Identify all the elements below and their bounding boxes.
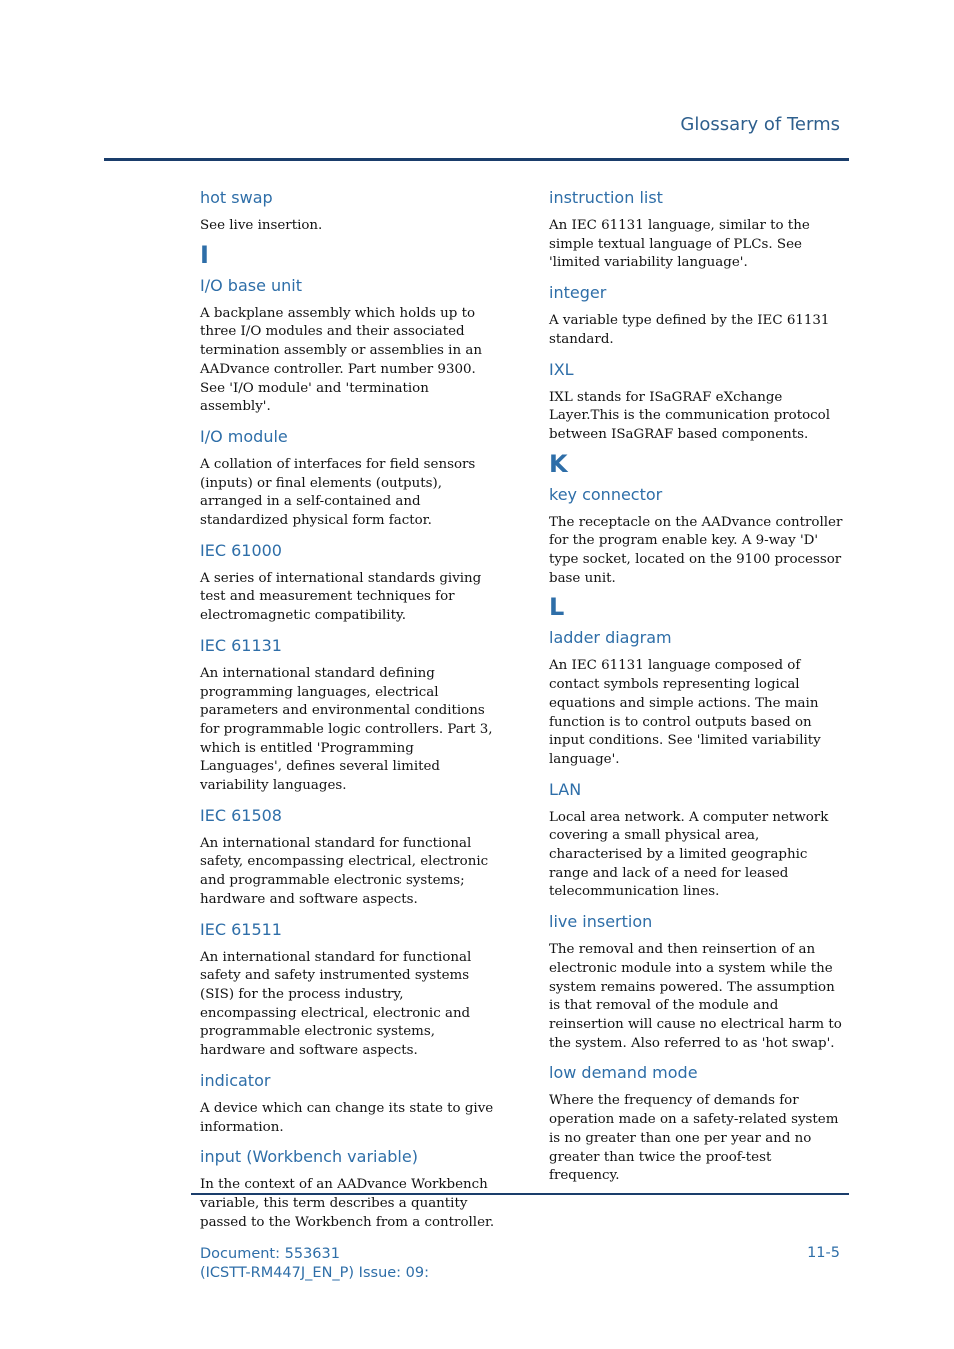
glossary-definition: An international standard for functional safety and safety instrumented systems (SIS) for the process industry, encompassing electrical, electronic and programmable electronic systems, hardware and software aspects. xyxy=(200,949,472,1059)
glossary-entry xyxy=(549,485,845,589)
glossary-entry xyxy=(200,806,496,910)
glossary-definition: An international standard for functional safety, encompassing electrical, electronic and programmable electronic systems; hardware and software aspects. xyxy=(200,835,489,907)
glossary-term: I/O module xyxy=(200,426,288,446)
glossary-term: instruction list xyxy=(549,188,663,207)
glossary-entry xyxy=(549,283,845,349)
page-header-title: Glossary of Terms xyxy=(680,114,840,135)
glossary-entry xyxy=(200,1147,496,1232)
section-letter: I xyxy=(200,240,209,269)
glossary-term: key connector xyxy=(549,484,663,504)
page-number: 11-5 xyxy=(807,1245,840,1261)
glossary-term: IEC 61000 xyxy=(200,540,282,560)
header-divider xyxy=(104,158,849,161)
glossary-definition: An international standard defining programming languages, electrical parameters and environmental conditions for programmable logic controllers. Part 3, which is entitled 'Programming Languages', defines several limited variability languages. xyxy=(200,665,493,794)
glossary-term: IEC 61508 xyxy=(200,805,282,825)
glossary-entry xyxy=(549,780,845,903)
glossary-entry xyxy=(200,541,496,626)
glossary-definition: A backplane assembly which holds up to three I/O modules and their associated termination assembly or assemblies in an AADvance controller. Part number 9300. See 'I/O module' and 'termination assembly'. xyxy=(200,305,482,415)
glossary-term: input (Workbench variable) xyxy=(200,1147,418,1167)
glossary-term: indicator xyxy=(200,1070,271,1090)
glossary-entry xyxy=(200,920,496,1061)
glossary-column-right xyxy=(549,188,845,1196)
document-number: Document: 553631 xyxy=(200,1246,340,1262)
glossary-definition: A device which can change its state to give information. xyxy=(200,1100,494,1135)
glossary-entry xyxy=(200,276,496,417)
glossary-definition: IXL stands for ISaGRAF eXchange Layer.This is the communication protocol between ISaGRAF based components. xyxy=(549,389,831,442)
glossary-entry xyxy=(200,188,496,236)
glossary-definition: Local area network. A computer network covering a small physical area, characterised by a limited geographic range and lack of a need for leased telecommunication lines. xyxy=(549,809,829,900)
glossary-entry xyxy=(549,628,845,769)
glossary-term: low demand mode xyxy=(549,1063,698,1083)
glossary-definition: A variable type defined by the IEC 61131 standard. xyxy=(549,313,830,347)
glossary-definition: See live insertion. xyxy=(200,218,323,233)
glossary-entry xyxy=(549,912,845,1053)
glossary-definition: Where the frequency of demands for operation made on a safety-related system is no greater than one per year and no greater than twice the proof-test frequency. xyxy=(549,1093,839,1184)
document-issue: (ICSTT-RM447J_EN_P) Issue: 09: xyxy=(200,1265,430,1281)
glossary-entry xyxy=(200,1071,496,1137)
glossary-entry xyxy=(200,427,496,531)
glossary-term: I/O base unit xyxy=(200,275,303,295)
glossary-entry xyxy=(549,360,845,445)
glossary-definition: The removal and then reinsertion of an electronic module into a system while the system remains powered. The assumption is that removal of the module and reinsertion will cause no electrical harm to the system. Also referred to as 'hot swap'. xyxy=(549,942,842,1051)
glossary-definition: A series of international standards giving test and measurement techniques for electromagnetic compatibility. xyxy=(200,570,482,624)
glossary-definition: An IEC 61131 language, similar to the simple textual language of PLCs. See 'limited variability language'. xyxy=(549,218,810,271)
glossary-column-left xyxy=(200,188,496,1242)
glossary-definition: An IEC 61131 language composed of contact symbols representing logical equations and simple actions. The main function is to control outputs based on input conditions. See 'limited variability language'. xyxy=(549,658,821,767)
glossary-term: IEC 61131 xyxy=(200,635,282,655)
section-letter: K xyxy=(549,449,568,478)
footer-divider xyxy=(191,1193,849,1195)
glossary-term: live insertion xyxy=(549,912,653,932)
glossary-term: IXL xyxy=(549,359,574,379)
glossary-entry xyxy=(549,188,845,273)
glossary-term: integer xyxy=(549,283,607,303)
glossary-definition: The receptacle on the AADvance controller for the program enable key. A 9-way 'D' type socket, located on the 9100 processor base unit. xyxy=(549,514,843,586)
glossary-entry xyxy=(200,636,496,796)
glossary-term: IEC 61511 xyxy=(200,919,282,939)
glossary-term: LAN xyxy=(549,779,582,799)
glossary-term: ladder diagram xyxy=(549,628,672,648)
glossary-term: hot swap xyxy=(200,188,273,207)
glossary-definition: A collation of interfaces for field sensors (inputs) or final elements (outputs), arranged in a self-contained and standardized physical form factor. xyxy=(200,456,476,529)
footer-document-info xyxy=(200,1245,429,1283)
section-letter: L xyxy=(549,593,565,622)
glossary-entry xyxy=(549,1063,845,1186)
glossary-definition: In the context of an AADvance Workbench variable, this term describes a quantity passed to the Workbench from a controller. xyxy=(200,1177,495,1230)
